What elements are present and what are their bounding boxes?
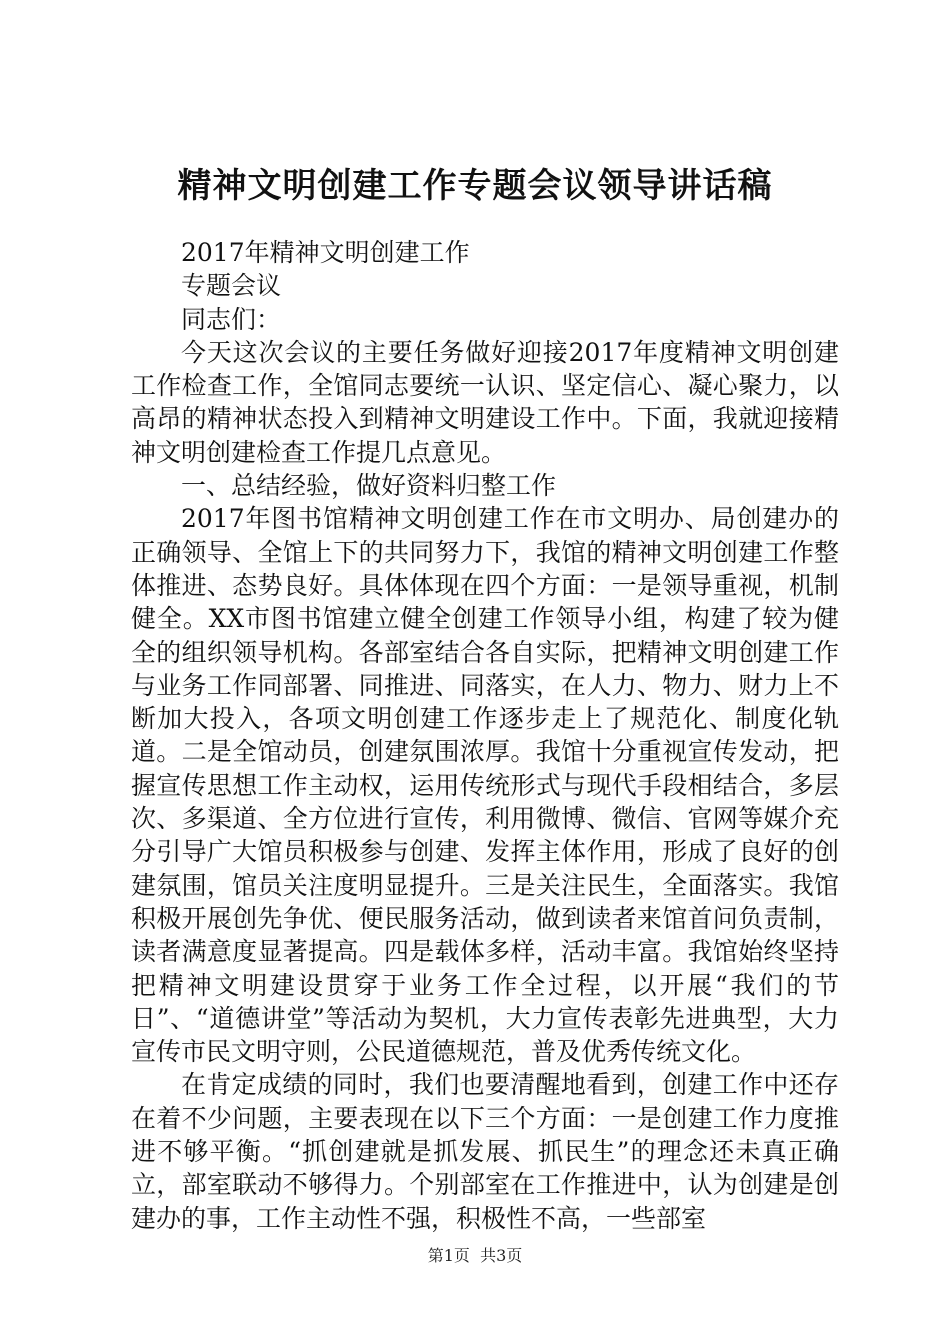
document-title: 精神文明创建工作专题会议领导讲话稿 bbox=[177, 166, 773, 206]
paragraph-subtitle-2: 专题会议 bbox=[181, 271, 282, 301]
paragraph-subtitle-1: 2017年精神文明创建工作 bbox=[181, 238, 470, 267]
paragraph-achievements: 2017年图书馆精神文明创建工作在市文明办、局创建办的正确领导、全馆上下的共同努力下，我馆的精神文明创建工作整体推进、态势良好。具体体现在四个方面：一是领导重视，机制健全。XX市图书馆建立健全创建工作领导小组，构建了较为健全的组织领导机构。各部室结合各自实际，把精神文明创建工作与业务工作同部署、同推进、同落实，在人力、物力、财力上不断加大投入，各项文明创建工作逐步走上了规范化、制度化轨道。二是全馆动员，创建氛围浓厚。我馆十分重视宣传发动，把握宣传思想工作主动权，运用传统形式与现代手段相结合，多层次、多渠道、全方位进行宣传，利用微博、微信、官网等媒介充分引导广大馆员积极参与创建、发挥主体作用，形成了良好的创建氛围，馆员关注度明显提升。三是关注民生，全面落实。我馆积极开展创先争优、便民服务活动，做到读者来馆首问负责制，读者满意度显著提高。四是载体多样，活动丰富。我馆始终坚持把精神文明建设贯穿于业务工作全过程，以开展“我们的节日”、“道德讲堂”等活动为契机，大力宣传表彰先进典型，大力宣传市民文明守则，公民道德规范，普及优秀传统文化。 bbox=[131, 504, 839, 1067]
paragraph-salutation: 同志们： bbox=[181, 304, 282, 334]
document-body bbox=[131, 236, 839, 1235]
paragraph-intro: 今天这次会议的主要任务做好迎接2017年度精神文明创建工作检查工作，全馆同志要统一认识、坚定信心、凝心聚力，以高昂的精神状态投入到精神文明建设工作中。下面，我就迎接精神文明创建检查工作提几点意见。 bbox=[131, 337, 839, 467]
paragraph-problems: 在肯定成绩的同时，我们也要清醒地看到，创建工作中还存在着不少问题，主要表现在以下三个方面：一是创建工作力度推进不够平衡。“抓创建就是抓发展、抓民生”的理念还未真正确立，部室联动不够得力。个别部室在工作推进中，认为创建是创建办的事，工作主动性不强，积极性不高，一些部室 bbox=[131, 1070, 839, 1233]
page-footer: 第1页 共3页 bbox=[427, 1246, 523, 1265]
section-heading-1: 一、总结经验，做好资料归整工作 bbox=[181, 471, 557, 501]
